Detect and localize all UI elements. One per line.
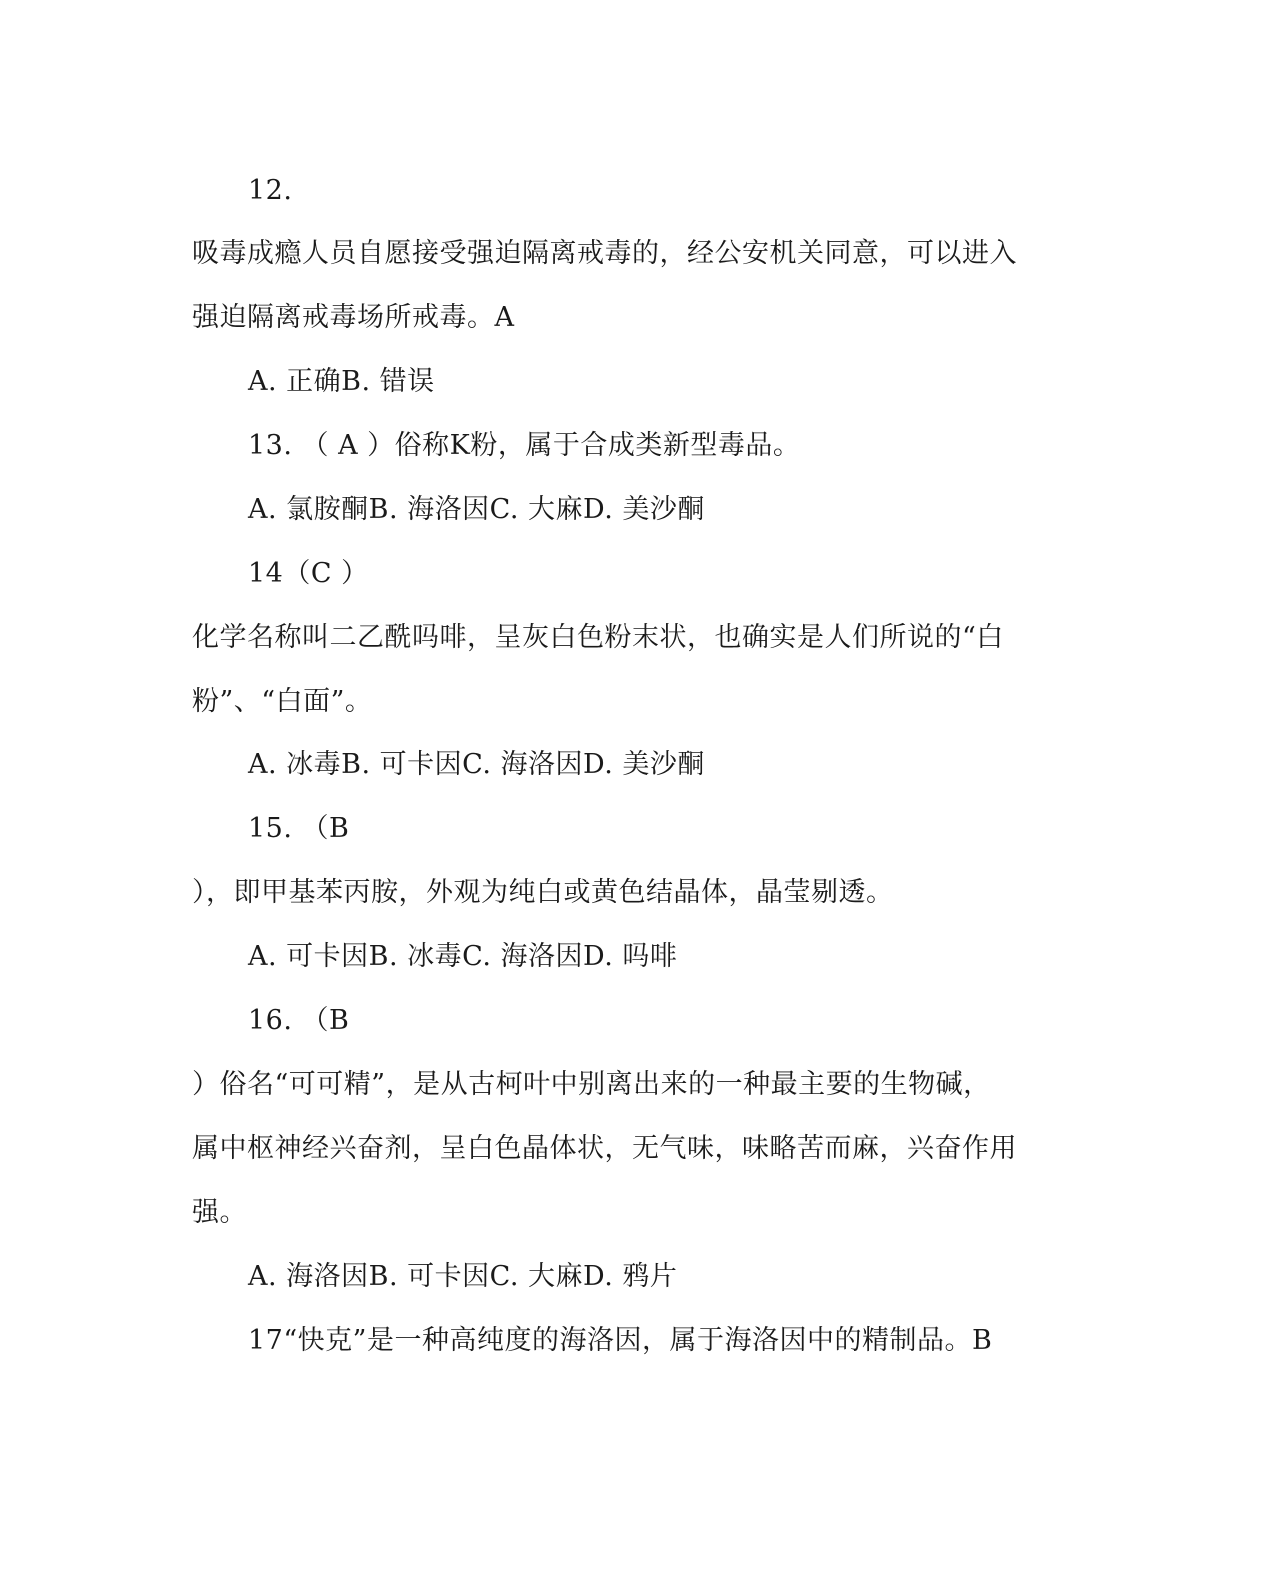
question-16-text-line-3: 强。 (192, 1197, 247, 1228)
question-14-text-line-2: 粉”、“白面”。 (192, 686, 373, 717)
question-16-options: A. 海洛因B. 可卡因C. 大麻D. 鸦片 (248, 1261, 678, 1292)
question-17-text: 17“快克”是一种高纯度的海洛因，属于海洛因中的精制品。B (248, 1325, 993, 1356)
question-12-options: A. 正确B. 错误 (248, 366, 435, 397)
question-13-options: A. 氯胺酮B. 海洛因C. 大麻D. 美沙酮 (248, 494, 705, 525)
question-15-options: A. 可卡因B. 冰毒C. 海洛因D. 吗啡 (248, 941, 678, 972)
question-16-text-line-1: ）俗名“可可精”，是从古柯叶中别离出来的一种最主要的生物碱， (192, 1069, 991, 1100)
question-12-text-line-1: 吸毒成瘾人员自愿接受强迫隔离戒毒的，经公安机关同意，可以进入 (192, 238, 1017, 269)
question-13-text: 13. （ A ）俗称K粉，属于合成类新型毒品。 (248, 430, 801, 461)
question-14-number: 14（C ） (248, 558, 369, 589)
question-16-text-line-2: 属中枢神经兴奋剂，呈白色晶体状，无气味，味略苦而麻，兴奋作用 (192, 1133, 1017, 1164)
question-15-text: ），即甲基苯丙胺，外观为纯白或黄色结晶体，晶莹剔透。 (192, 877, 894, 908)
question-14-text-line-1: 化学名称叫二乙酰吗啡，呈灰白色粉末状，也确实是人们所说的“白 (192, 622, 1004, 653)
question-12-text-line-2: 强迫隔离戒毒场所戒毒。A (192, 302, 515, 333)
question-15-number: 15. （B (248, 813, 350, 844)
question-16-number: 16. （B (248, 1005, 350, 1036)
question-12-number: 12. (248, 175, 293, 206)
question-14-options: A. 冰毒B. 可卡因C. 海洛因D. 美沙酮 (248, 749, 705, 780)
